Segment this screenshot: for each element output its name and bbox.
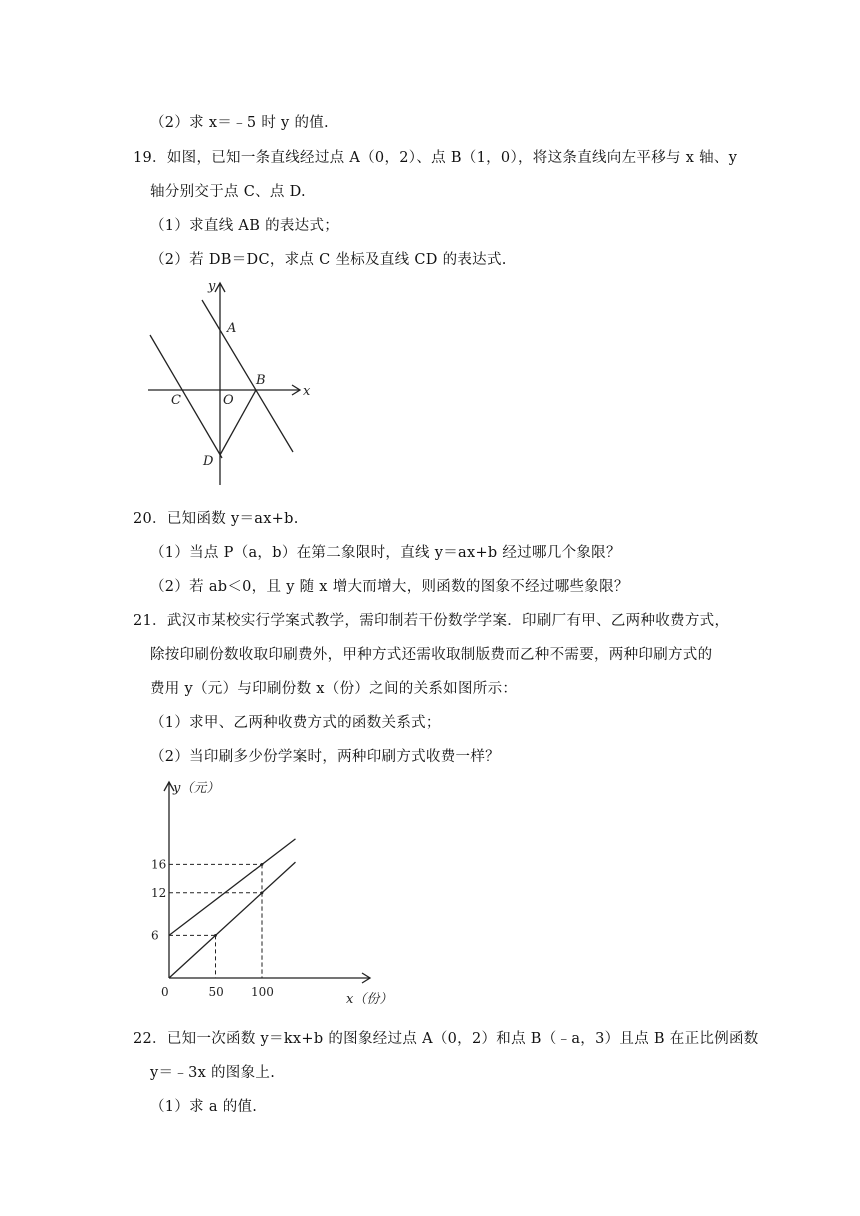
chart-ylabel: y（元）	[173, 781, 220, 796]
text-line: （2）求 x＝﹣5 时 y 的值.	[150, 115, 329, 131]
y-tick-label: 12	[151, 885, 167, 900]
text-line: 22．已知一次函数 y＝kx+b 的图象经过点 A（0，2）和点 B（﹣a，3）且点 B 在正比例函数	[133, 1031, 759, 1047]
x-tick-label: 100	[251, 985, 274, 999]
text-line: （1）求直线 AB 的表达式；	[150, 218, 340, 234]
x-tick-label: 50	[208, 985, 224, 999]
chart-xlabel: x（份）	[346, 992, 393, 1007]
line-ab	[202, 300, 293, 452]
label-x: x	[303, 384, 311, 399]
text-line: （1）求甲、乙两种收费方式的函数关系式；	[150, 715, 441, 731]
text-line: （1）求 a 的值.	[150, 1099, 258, 1115]
x-tick-label: 0	[161, 985, 169, 999]
label-o: O	[223, 393, 234, 408]
text-line: 21．武汉市某校实行学案式教学，需印制若干份数学学案．印刷厂有甲、乙两种收费方式，	[133, 613, 730, 629]
y-tick-label: 16	[151, 857, 167, 872]
text-line: （2）若 DB＝DC，求点 C 坐标及直线 CD 的表达式.	[150, 252, 507, 268]
text-line: y＝﹣3x 的图象上.	[150, 1065, 276, 1081]
label-d: D	[203, 454, 214, 469]
text-line: （1）当点 P（a，b）在第二象限时，直线 y＝ax+b 经过哪几个象限？	[150, 545, 621, 561]
point-marker	[261, 891, 264, 894]
text-line: 20．已知函数 y＝ax+b.	[133, 511, 299, 527]
line-cd	[150, 335, 222, 458]
text-line: 除按印刷份数收取印刷费外，甲种方式还需收取制版费而乙种不需要，两种印刷方式的	[150, 647, 713, 663]
text-line: 19．如图，已知一条直线经过点 A（0，2）、点 B（1，0），将这条直线向左平移与 x 轴、y	[133, 150, 738, 166]
label-y: y	[208, 279, 216, 294]
label-a: A	[227, 321, 237, 336]
y-tick-label: 6	[151, 928, 159, 943]
label-b: B	[256, 373, 266, 388]
figure-19	[140, 275, 320, 500]
text-line: （2）当印刷多少份学案时，两种印刷方式收费一样？	[150, 749, 500, 765]
label-c: C	[171, 393, 181, 408]
chart-21	[140, 770, 410, 1015]
text-line: 轴分别交于点 C、点 D.	[150, 184, 306, 200]
point-marker	[214, 934, 217, 937]
text-line: 费用 y（元）与印刷份数 x（份）之间的关系如图所示：	[150, 681, 518, 697]
text-line: （2）若 ab＜0，且 y 随 x 增大而增大，则函数的图象不经过哪些象限？	[150, 579, 629, 595]
series-line-2	[169, 862, 295, 978]
point-marker	[261, 863, 264, 866]
